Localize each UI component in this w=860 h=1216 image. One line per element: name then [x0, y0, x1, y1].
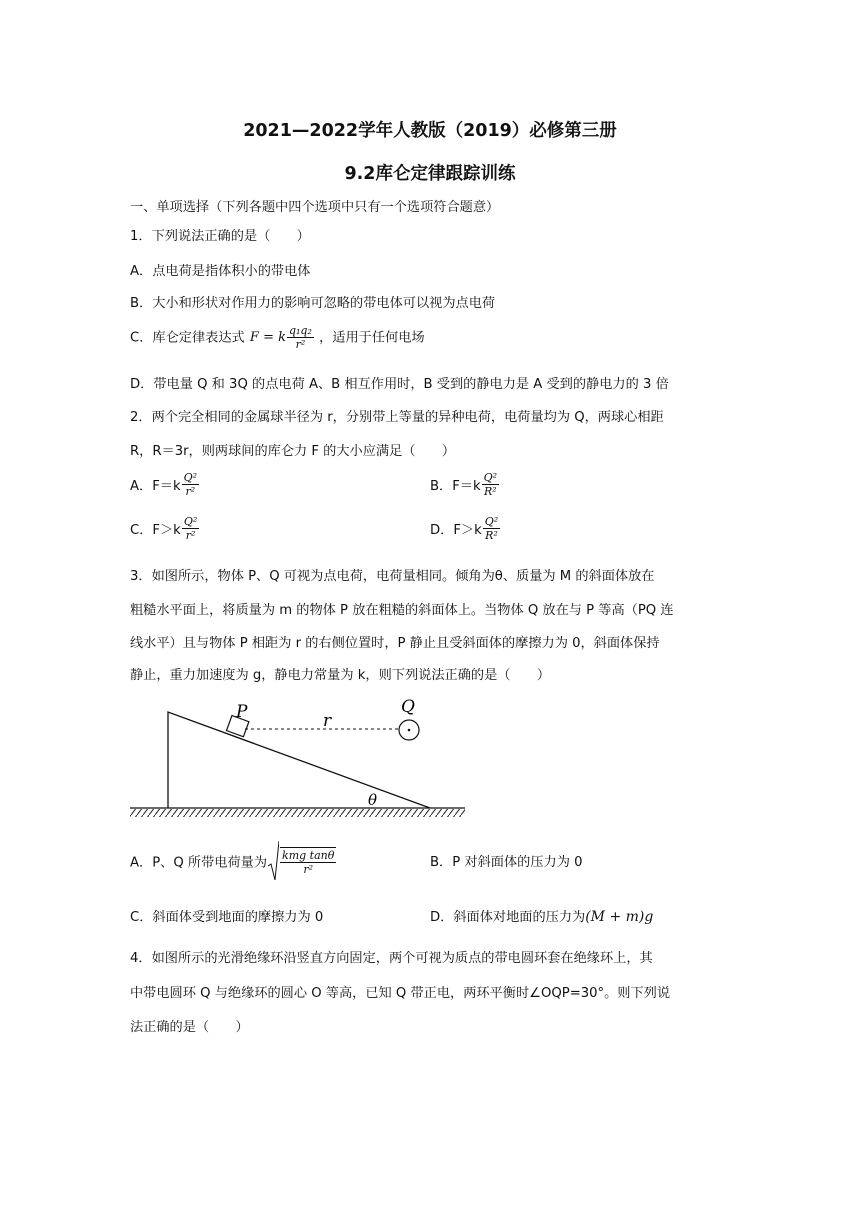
q1-stem: 1．下列说法正确的是（ ）: [130, 229, 310, 244]
ground-hatching: [130, 809, 465, 817]
q3-stem-line3: 线水平）且与物体 P 相距为 r 的右侧位置时，P 静止且受斜面体的摩擦力为 0，斜面体保持: [130, 636, 660, 651]
radical-sign: [267, 840, 279, 882]
q1-option-c-prefix: C．库仑定律表达式: [130, 330, 245, 346]
q1-option-d: D．带电量 Q 和 3Q 的点电荷 A、B 相互作用时，B 受到的静电力是 A 受到的静电力的 3 倍: [130, 377, 669, 392]
q1-option-a: A．点电荷是指体积小的带电体: [130, 264, 311, 279]
sqrt-symbol: [267, 840, 337, 882]
q2-option-a: A．F＝k $\frac{\text{Q²}}{\text{r²}}$: [130, 471, 198, 498]
label-p: P: [236, 702, 248, 722]
q3-option-d-formula: (M + m)g: [585, 909, 654, 925]
q2-option-d: D．F＞k $\frac{\text{Q²}}{\text{R²}}$: [430, 515, 499, 542]
q2-option-a-fraction: $\frac{\text{Q²}}{\text{r²}}$: [183, 471, 198, 498]
q1-option-b: B．大小和形状对作用力的影响可忽略的带电体可以视为点电荷: [130, 296, 496, 311]
q3-option-c: C．斜面体受到地面的摩擦力为 0: [130, 910, 324, 925]
q2-option-d-fraction: $\frac{\text{Q²}}{\text{R²}}$: [484, 515, 499, 542]
q3-stem-line4: 静止，重力加速度为 g，静电力常量为 k，则下列说法正确的是（ ）: [130, 668, 551, 683]
q2-stem-line1: 2．两个完全相同的金属球半径为 r，分别带上等量的异种电荷，电荷量均为 Q，两球心相距: [130, 410, 664, 425]
label-q: Q: [401, 697, 415, 717]
q3-option-a: A．P、Q 所带电荷量为 $\frac{\text{kmg tanθ}}{\text{r²}}$: [130, 840, 337, 882]
q3-stem-line1: 3．如图所示，物体 P、Q 可视为点电荷，电荷量相同。倾角为θ、质量为 M 的斜面体放在: [130, 569, 655, 584]
q2-option-b-fraction: $\frac{\text{Q²}}{\text{R²}}$: [483, 471, 498, 498]
q1-formula-fraction: $\frac{\text{q₁q₂}}{\text{r²}}$: [288, 324, 312, 351]
q4-stem-line2: 中带电圆环 Q 与绝缘环的圆心 O 等高，已知 Q 带正电，两环平衡时∠OQP=30°。则下列说: [130, 986, 671, 1001]
document-subtitle: 9.2库仑定律跟踪训练: [344, 164, 516, 184]
q3-option-d: D．斜面体对地面的压力为(M + m)g: [430, 909, 654, 925]
q3-option-a-fraction: $\frac{\text{kmg tanθ}}{\text{r²}}$: [282, 849, 335, 876]
q2-option-c: C．F＞k $\frac{\text{Q²}}{\text{r²}}$: [130, 515, 198, 542]
label-r: r: [323, 711, 332, 731]
q2-option-c-fraction: $\frac{\text{Q²}}{\text{r²}}$: [183, 515, 198, 542]
q1-option-c: [130, 325, 425, 350]
q3-stem-line2: 粗糙水平面上，将质量为 m 的物体 P 放在粗糙的斜面体上。当物体 Q 放在与 P 等高（PQ 连: [130, 603, 674, 618]
sphere-q-center: [408, 729, 411, 732]
q2-option-b: B．F＝k $\frac{\text{Q²}}{\text{R²}}$: [430, 471, 498, 498]
q3-option-b: B．P 对斜面体的压力为 0: [430, 855, 583, 870]
q2-stem-line2: R，R＝3r，则两球间的库仑力 F 的大小应满足（ ）: [130, 444, 456, 459]
incline-figure: [125, 695, 470, 820]
incline-wedge: [168, 712, 430, 808]
label-theta: θ: [368, 791, 378, 809]
q1-formula-lhs: F = k: [249, 330, 286, 345]
q4-stem-line1: 4．如图所示的光滑绝缘环沿竖直方向固定，两个可视为质点的带电圆环套在绝缘环上，其: [130, 951, 653, 966]
q1-option-c-suffix: ，适用于任何电场: [319, 330, 425, 346]
document-title: 2021—2022学年人教版（2019）必修第三册: [243, 121, 617, 141]
q4-stem-line3: 法正确的是（ ）: [130, 1020, 249, 1035]
section-heading: 一、单项选择（下列各题中四个选项中只有一个选项符合题意）: [130, 200, 500, 215]
